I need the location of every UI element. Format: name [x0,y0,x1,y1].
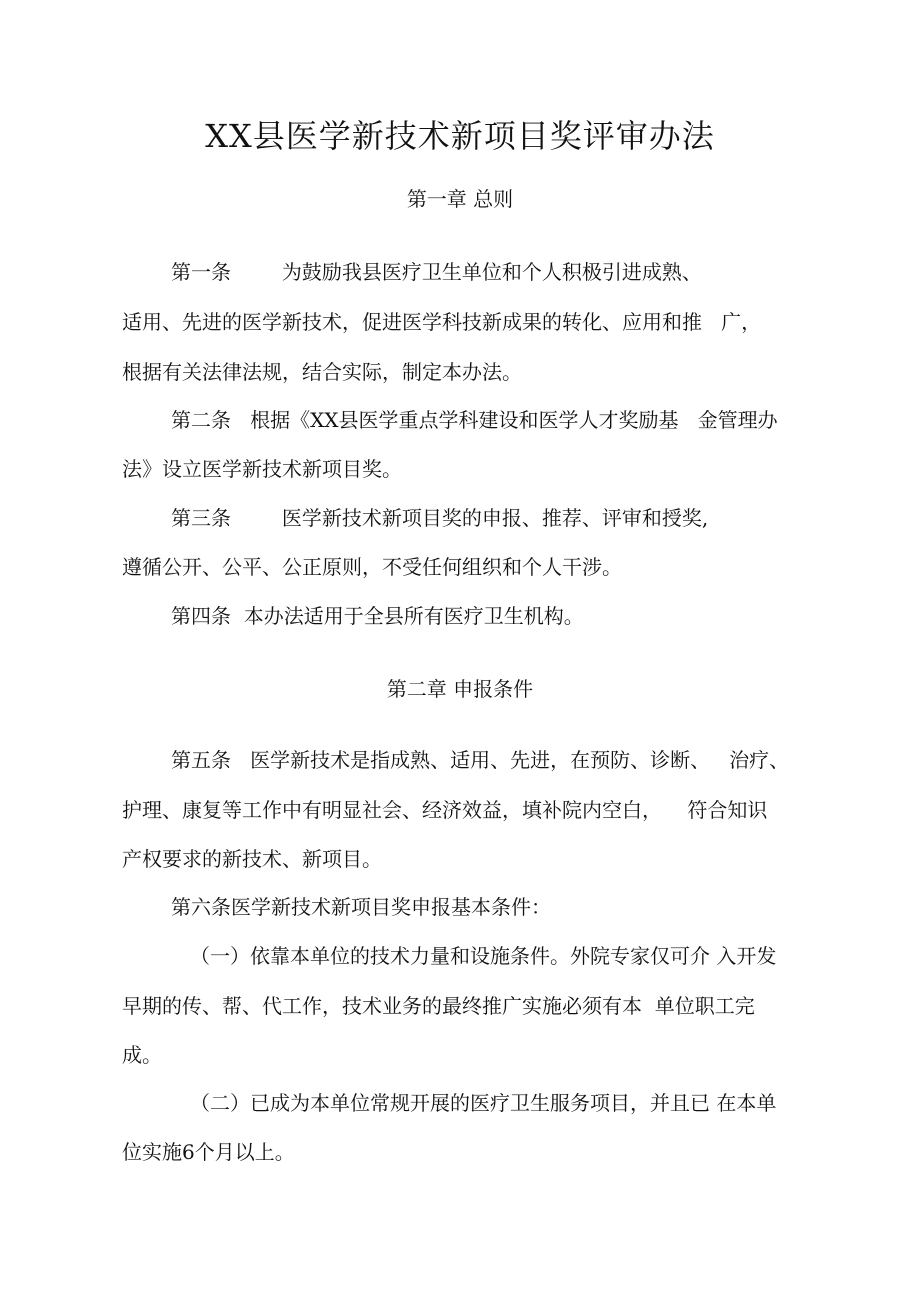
condition-1-line-3: 成。 [122,1043,162,1067]
document-title: XX县医学新技术新项目奖评审办法 [205,117,715,155]
article-3-line-1: 第三条 医学新技术新项目奖的申报、推荐、评审和授奖, [171,506,709,530]
article-2-line-2: 法》设立医学新技术新项目奖。 [122,457,402,481]
condition-2-line-1: （二）已成为本单位常规开展的医疗卫生服务项目，并且已 在本单 [190,1091,777,1115]
article-6-line-1: 第六条医学新技术新项目奖申报基本条件： [171,895,551,919]
condition-2-line-2: 位实施6个月以上。 [122,1140,295,1164]
article-1-line-1: 第一条 为鼓励我县医疗卫生单位和个人积极引进成熟、 [171,260,702,284]
article-5-line-3: 产权要求的新技术、新项目。 [122,847,382,871]
chapter-heading-2: 第二章 申报条件 [386,677,534,701]
article-1-line-2: 适用、先进的医学新技术，促进医学科技新成果的转化、应用和推 广， [122,310,762,334]
article-1-line-3: 根据有关法律法规，结合实际，制定本办法。 [122,360,522,384]
condition-1-line-2: 早期的传、帮、代工作，技术业务的最终推广实施必须有本 单位职工完 [122,994,755,1018]
article-5-line-2: 护理、康复等工作中有明显社会、经济效益，填补院内空白， 符合知识 [122,798,768,822]
article-4-line-1: 第四条 本办法适用于全县所有医疗卫生机构。 [171,604,584,628]
article-5-line-1: 第五条 医学新技术是指成熟、适用、先进，在预防、诊断、 治疗、 [171,748,790,772]
chapter-heading-1: 第一章 总则 [406,187,514,211]
condition-1-line-1: （一）依靠本单位的技术力量和设施条件。外院专家仅可介 入开发 [190,944,777,968]
article-2-line-1: 第二条 根据《XX县医学重点学科建设和医学人才奖励基 金管理办 [171,408,778,432]
article-3-line-2: 遵循公开、公平、公正原则，不受任何组织和个人干涉。 [122,555,622,579]
